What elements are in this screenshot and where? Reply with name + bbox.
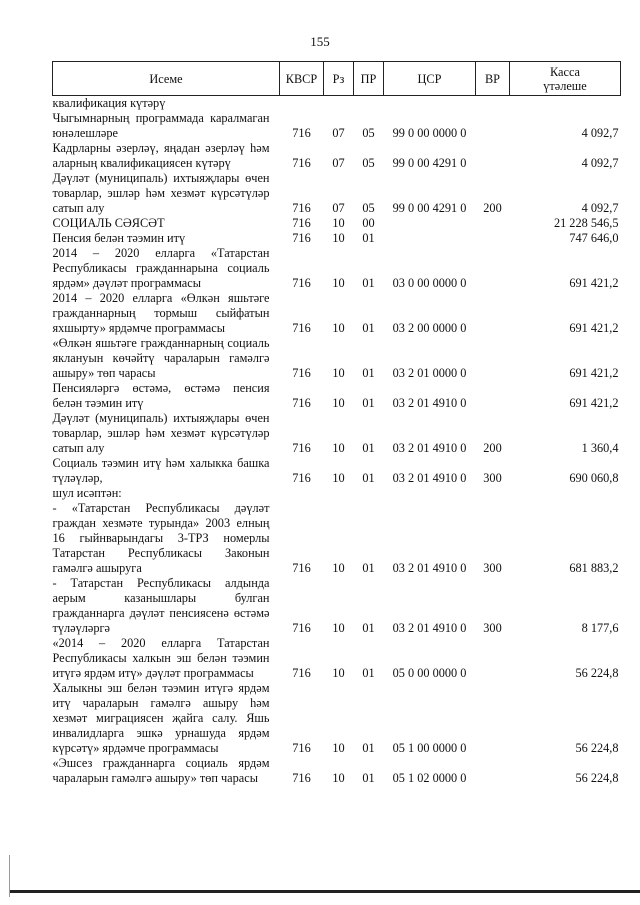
cell-vr: 300 <box>483 561 502 575</box>
cell-rz: 10 <box>332 471 345 485</box>
cell-name: Чыгымнарның программада каралмаган юнәлешләре <box>52 111 270 140</box>
cell-kvsr: 716 <box>292 441 311 455</box>
cell-csr: 03 2 01 4910 0 <box>392 621 467 635</box>
cell-amount: 691 421,2 <box>569 321 619 335</box>
cell-kvsr <box>280 486 324 501</box>
cell-pr: 01 <box>362 741 375 755</box>
col-header-kassa-line1: Касса <box>549 64 581 79</box>
cell-kvsr: 716 <box>292 771 311 785</box>
cell-pr: 05 <box>362 126 375 140</box>
cell-csr: 05 1 02 0000 0 <box>392 771 467 785</box>
cell-amount: 681 883,2 <box>569 561 619 575</box>
cell-csr <box>384 486 476 501</box>
table-row <box>53 96 621 112</box>
cell-name: Кадрларны әзерләү, яңадан әзерләү һәм аларның квалификациясен күтәрү <box>52 141 270 170</box>
table-row <box>53 456 621 486</box>
cell-kvsr: 716 <box>292 741 311 755</box>
cell-rz: 10 <box>332 231 345 245</box>
cell-name: Халыкны эш белән тәэмин итүгә ярдәм итү чараларын гамәлгә ашыру һәм хезмәт миграциясен җайга салу. Яшь инвалидларга эшкә урнашуда ярдәм күрсәтү» ярдәмче программасы <box>52 681 270 755</box>
cell-amount: 21 228 546,5 <box>553 216 619 230</box>
table-row <box>53 246 621 291</box>
cell-amount: 56 224,8 <box>575 741 619 755</box>
budget-table <box>52 61 621 786</box>
cell-rz: 10 <box>332 771 345 785</box>
cell-kvsr: 716 <box>292 216 311 230</box>
cell-amount: 691 421,2 <box>569 276 619 290</box>
cell-vr: 300 <box>483 621 502 635</box>
cell-name: «Эшсез гражданнарга социаль ярдәм чараларын гамәлгә ашыру» төп чарасы <box>52 756 270 785</box>
cell-name: 2014 – 2020 елларга «Өлкән яшьтәге гражданнарның тормыш сыйфатын яхшырту» ярдәмче программасы <box>52 291 270 335</box>
col-header-kassa <box>510 62 621 96</box>
cell-amount: 691 421,2 <box>569 396 619 410</box>
cell-vr <box>476 141 510 171</box>
cell-pr <box>354 486 384 501</box>
cell-rz: 10 <box>332 741 345 755</box>
cell-pr: 01 <box>362 621 375 635</box>
cell-vr <box>476 246 510 291</box>
cell-csr: 03 2 01 4910 0 <box>392 441 467 455</box>
cell-amount: 691 421,2 <box>569 366 619 380</box>
table-row <box>53 141 621 171</box>
cell-amount: 56 224,8 <box>575 666 619 680</box>
cell-vr <box>476 381 510 411</box>
col-header-pr: ПР <box>354 62 384 96</box>
cell-rz: 10 <box>332 666 345 680</box>
table-body <box>53 96 621 787</box>
page-number: 155 <box>310 34 330 49</box>
cell-pr: 05 <box>362 156 375 170</box>
cell-kvsr: 716 <box>292 366 311 380</box>
cell-amount: 690 060,8 <box>569 471 619 485</box>
cell-vr <box>476 231 510 246</box>
table-row <box>53 381 621 411</box>
cell-name: «2014 – 2020 елларга Татарстан Республикасы халкын эш белән тәэмин итүгә ярдәм итү» дәүләт программасы <box>52 636 270 680</box>
cell-rz: 10 <box>332 216 345 230</box>
cell-name: Пенсияләргә өстәмә, өстәмә пенсия белән тәэмин итү <box>52 381 270 410</box>
cell-pr: 01 <box>362 441 375 455</box>
cell-vr <box>476 111 510 141</box>
cell-name: Дәүләт (муниципаль) ихтыяҗлары өчен товарлар, эшләр һәм хезмәт күрсәтүләр сатып алу <box>52 411 270 455</box>
cell-name: 2014 – 2020 елларга «Татарстан Республикасы гражданнарына социаль ярдәм» дәүләт программасы <box>52 246 270 290</box>
cell-pr: 01 <box>362 561 375 575</box>
col-header-name: Исеме <box>53 62 280 96</box>
cell-name: - «Татарстан Республикасы дәүләт граждан хезмәте турында» 2003 елның 16 гыйнварындагы 3-ТРЗ номерлы Татарстан Республикасы Законын гамәлгә ашыруга <box>52 501 270 575</box>
cell-name: квалификация күтәрү <box>52 96 166 110</box>
table-row <box>53 501 621 576</box>
cell-csr: 99 0 00 0000 0 <box>392 126 467 140</box>
cell-amount: 4 092,7 <box>581 156 619 170</box>
cell-csr <box>384 231 476 246</box>
cell-csr: 03 2 01 4910 0 <box>392 396 467 410</box>
cell-rz: 07 <box>332 201 345 215</box>
table-header-row <box>53 62 621 96</box>
cell-csr: 99 0 00 4291 0 <box>392 156 467 170</box>
cell-rz: 10 <box>332 441 345 455</box>
cell-vr <box>476 336 510 381</box>
cell-amount: 4 092,7 <box>581 126 619 140</box>
cell-amount <box>510 486 621 501</box>
cell-kvsr: 716 <box>292 321 311 335</box>
cell-csr: 05 1 00 0000 0 <box>392 741 467 755</box>
cell-csr: 99 0 00 4291 0 <box>392 201 467 215</box>
cell-csr: 03 2 00 0000 0 <box>392 321 467 335</box>
cell-kvsr: 716 <box>292 231 311 245</box>
cell-vr <box>476 681 510 756</box>
table-row <box>53 291 621 336</box>
cell-rz: 10 <box>332 621 345 635</box>
col-header-kassa-line2: үтәлеше <box>543 78 587 93</box>
cell-amount: 1 360,4 <box>581 441 619 455</box>
cell-rz: 07 <box>332 156 345 170</box>
cell-amount: 8 177,6 <box>581 621 619 635</box>
cell-vr <box>476 486 510 501</box>
cell-vr <box>476 756 510 786</box>
col-header-kvsr: КВСР <box>280 62 324 96</box>
cell-pr: 01 <box>362 231 375 245</box>
cell-rz: 10 <box>332 561 345 575</box>
cell-rz: 10 <box>332 366 345 380</box>
cell-rz: 07 <box>332 126 345 140</box>
col-header-rz: Рз <box>324 62 354 96</box>
cell-amount <box>510 96 621 112</box>
table-row <box>53 216 621 231</box>
cell-name: шул исәптән: <box>52 486 122 500</box>
cell-kvsr: 716 <box>292 396 311 410</box>
table-row <box>53 231 621 246</box>
cell-amount: 4 092,7 <box>581 201 619 215</box>
cell-pr: 01 <box>362 321 375 335</box>
cell-pr: 05 <box>362 201 375 215</box>
cell-kvsr: 716 <box>292 666 311 680</box>
cell-vr <box>476 291 510 336</box>
cell-vr <box>476 96 510 112</box>
cell-amount: 56 224,8 <box>575 771 619 785</box>
col-header-csr: ЦСР <box>384 62 476 96</box>
cell-vr: 200 <box>483 201 502 215</box>
cell-rz: 10 <box>332 276 345 290</box>
cell-pr: 01 <box>362 471 375 485</box>
cell-rz <box>324 96 354 112</box>
cell-csr <box>384 96 476 112</box>
table-row <box>53 111 621 141</box>
cell-name: - Татарстан Республикасы алдында аерым казанышлары булган гражданнарга дәүләт пенсиясенә өстәмә түләүләргә <box>52 576 270 635</box>
table-row <box>53 756 621 786</box>
cell-pr: 00 <box>362 216 375 230</box>
cell-pr: 01 <box>362 771 375 785</box>
cell-pr: 01 <box>362 396 375 410</box>
cell-vr: 300 <box>483 471 502 485</box>
cell-name: Дәүләт (муниципаль) ихтыяҗлары өчен товарлар, эшләр һәм хезмәт күрсәтүләр сатып алу <box>52 171 270 215</box>
cell-kvsr: 716 <box>292 126 311 140</box>
table-row <box>53 681 621 756</box>
cell-vr: 200 <box>483 441 502 455</box>
cell-pr: 01 <box>362 366 375 380</box>
table-row <box>53 171 621 216</box>
cell-name: Пенсия белән тәэмин итү <box>52 231 186 245</box>
cell-vr <box>476 636 510 681</box>
cell-name: Социаль тәэмин итү һәм халыкка башка түләүләр, <box>52 456 270 485</box>
cell-kvsr: 716 <box>292 471 311 485</box>
cell-pr <box>354 96 384 112</box>
cell-kvsr <box>280 96 324 112</box>
cell-csr: 05 0 00 0000 0 <box>392 666 467 680</box>
cell-rz: 10 <box>332 396 345 410</box>
table-row <box>53 411 621 456</box>
cell-pr: 01 <box>362 666 375 680</box>
cell-rz <box>324 486 354 501</box>
table-row <box>53 576 621 636</box>
table-row <box>53 486 621 501</box>
cell-kvsr: 716 <box>292 276 311 290</box>
cell-csr <box>384 216 476 231</box>
cell-rz: 10 <box>332 321 345 335</box>
cell-kvsr: 716 <box>292 561 311 575</box>
cell-name: СОЦИАЛЬ СӘЯСӘТ <box>52 216 165 230</box>
cell-csr: 03 0 00 0000 0 <box>392 276 467 290</box>
cell-vr <box>476 216 510 231</box>
col-header-vr: ВР <box>476 62 510 96</box>
cell-kvsr: 716 <box>292 621 311 635</box>
cell-kvsr: 716 <box>292 201 311 215</box>
cell-csr: 03 2 01 4910 0 <box>392 471 467 485</box>
cell-name: «Өлкән яшьтәге гражданнарның социаль яклануын көчәйтү чараларын гамәлгә ашыру» төп чарасы <box>52 336 270 380</box>
table-row <box>53 636 621 681</box>
cell-kvsr: 716 <box>292 156 311 170</box>
cell-csr: 03 2 01 4910 0 <box>392 561 467 575</box>
page-bottom-line <box>10 890 640 893</box>
cell-amount: 747 646,0 <box>569 231 619 245</box>
cell-csr: 03 2 01 0000 0 <box>392 366 467 380</box>
cell-pr: 01 <box>362 276 375 290</box>
table-row <box>53 336 621 381</box>
